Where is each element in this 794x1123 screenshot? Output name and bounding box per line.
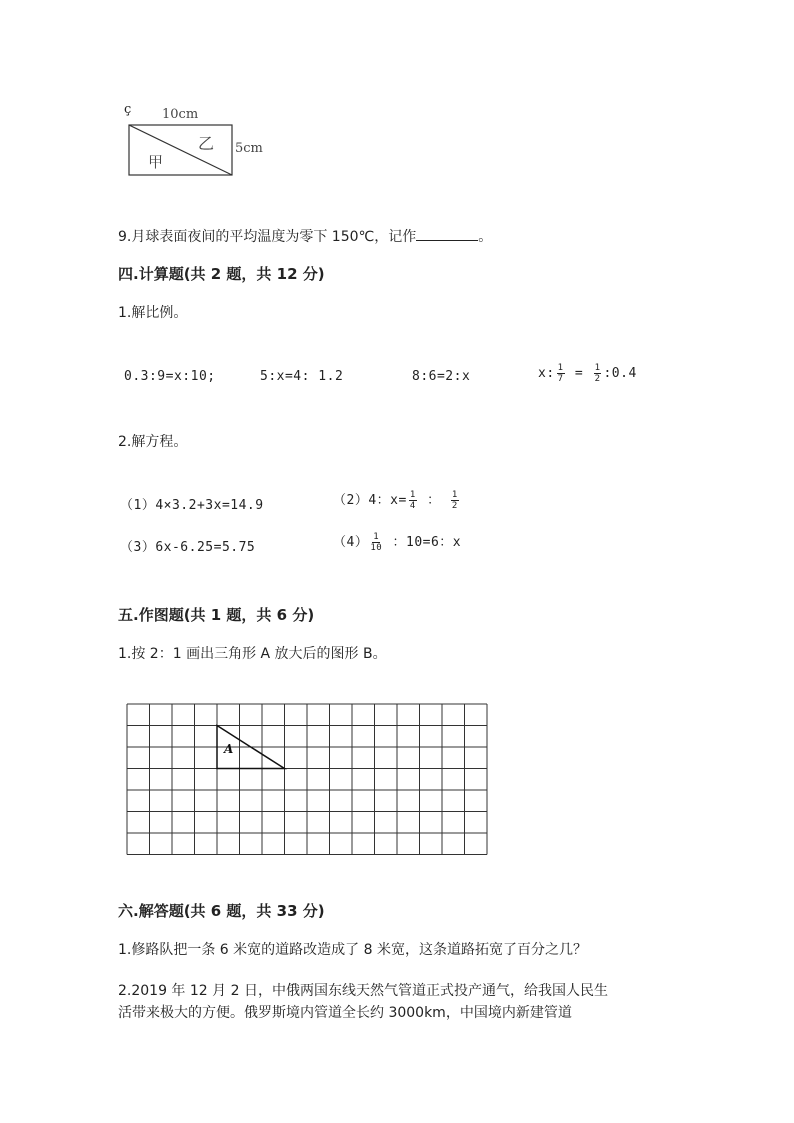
answer-blank[interactable]: [416, 226, 478, 241]
question-9: [118, 226, 492, 247]
grid-svg: [126, 703, 490, 857]
section-4-heading: 四.计算题(共 2 题，共 12 分): [118, 265, 325, 283]
equation-1: （1）4×3.2+3x=14.9: [120, 498, 264, 513]
question-9-end: 。: [478, 229, 493, 245]
fraction: $\frac{1}{2}$: [594, 363, 601, 384]
fraction: $\frac{1}{2}$: [451, 490, 458, 511]
section-6-q2-line1: 2.2019 年 12 月 2 日，中俄两国东线天然气管道正式投产通气，给我国人民生: [118, 983, 608, 999]
region-label-jia: 甲: [148, 153, 164, 171]
proportion-3: 8:6=2:x: [412, 369, 471, 384]
question-9-text: 9.月球表面夜间的平均温度为零下 150℃，记作: [118, 229, 417, 245]
region-label-yi: 乙: [198, 134, 215, 153]
corner-mark: ç: [124, 102, 132, 117]
section-6-q2-line2: 活带来极大的方便。俄罗斯境内管道全长约 3000km，中国境内新建管道: [118, 1005, 572, 1021]
fraction: $\frac{1}{4}$: [409, 490, 416, 511]
equation-3: （3）6x-6.25=5.75: [120, 540, 256, 555]
section-4-q1-title: 1.解比例。: [118, 305, 188, 321]
width-label: 10cm: [162, 107, 199, 122]
section-5-q1: 1.按 2：1 画出三角形 A 放大后的图形 B。: [118, 646, 387, 662]
section-6-heading: 六.解答题(共 6 题，共 33 分): [118, 902, 325, 920]
section-4-q2-title: 2.解方程。: [118, 434, 188, 450]
section-5-heading: 五.作图题(共 1 题，共 6 分): [118, 606, 315, 624]
fraction: $\frac{1}{10}$: [370, 532, 383, 553]
equation-2: （2）4：x= $\frac{1}{4}$ ： $\frac{1}{2}$: [333, 490, 458, 511]
proportion-4: x: $\frac{1}{7}$ = $\frac{1}{2}$ :0.4: [538, 363, 637, 384]
equation-4: （4） $\frac{1}{10}$ ：10=6：x: [333, 532, 462, 553]
fraction: $\frac{1}{7}$: [557, 363, 564, 384]
triangle-label: A: [224, 742, 234, 756]
height-label: 5cm: [235, 141, 263, 156]
drawing-grid[interactable]: [126, 703, 490, 857]
proportion-1: 0.3:9=x:10;: [124, 369, 216, 384]
rectangle-diagonal: [129, 125, 232, 175]
section-6-q1: 1.修路队把一条 6 米宽的道路改造成了 8 米宽，这条道路拓宽了百分之几？: [118, 942, 587, 958]
proportion-2: 5:x=4: 1.2: [260, 369, 344, 384]
